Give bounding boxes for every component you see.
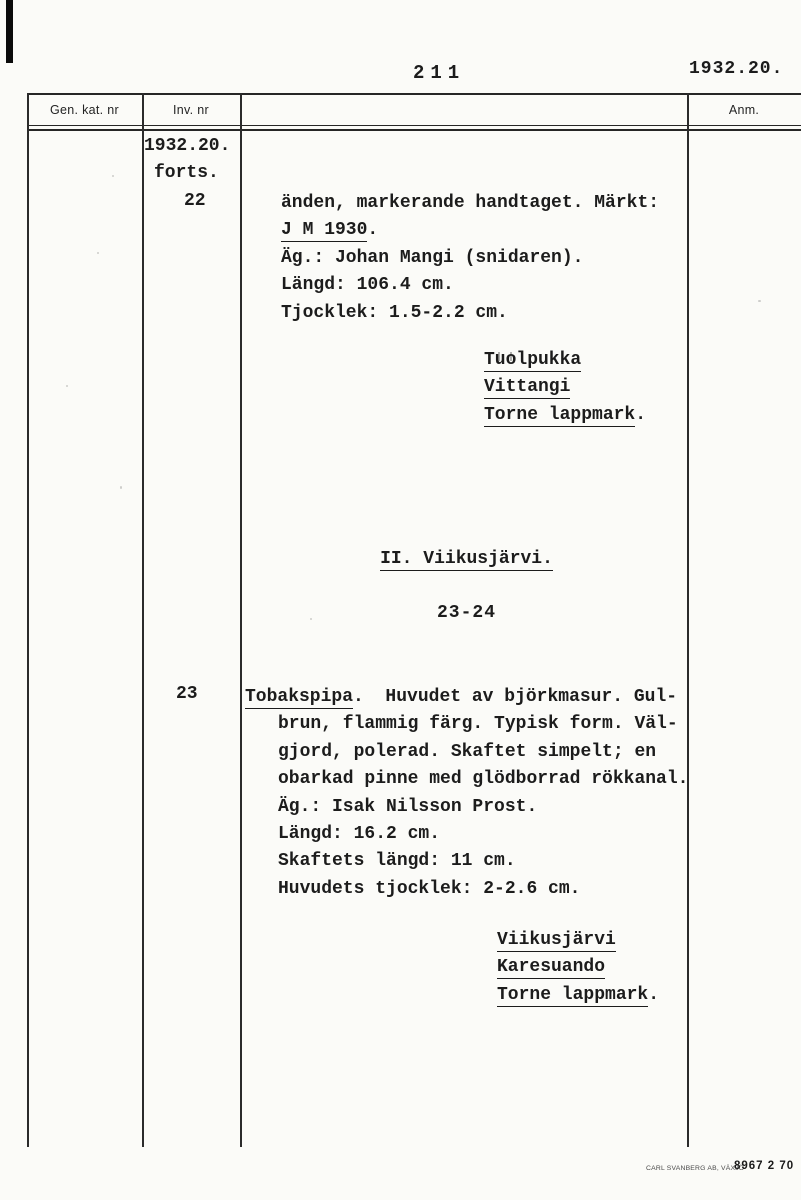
text-line: Längd: 16.2 cm.: [278, 824, 441, 845]
inv-number-22: 22: [184, 191, 206, 211]
entry-22-provenance: [484, 347, 646, 429]
scan-speckle: [112, 175, 114, 177]
print-code: 8967 2 70: [734, 1160, 795, 1172]
scan-speckle: [310, 618, 312, 620]
column-header-anm: Anm.: [728, 103, 760, 117]
scan-tick-mark: [498, 352, 500, 361]
text-line: obarkad pinne med glödborrad rökkanal.: [278, 769, 689, 790]
section-heading: II. Viikusjärvi.: [380, 549, 553, 569]
inv-continuation-label: forts.: [154, 163, 219, 183]
entry-23-description: [245, 684, 688, 903]
table-left-border: [27, 93, 29, 1147]
column-header-gen-kat-nr: Gen. kat. nr: [50, 103, 119, 117]
entry-22-description: [281, 190, 659, 327]
scan-speckle: [758, 300, 761, 302]
text-line: J M 1930.: [281, 220, 379, 241]
text-line: brun, flammig färg. Typisk form. Väl-: [278, 714, 678, 735]
scan-edge-bar: [6, 0, 13, 63]
text-line: gjord, polerad. Skaftet simpelt; en: [278, 741, 657, 762]
text-line: Skaftets längd: 11 cm.: [278, 851, 516, 872]
text-line: Tjocklek: 1.5-2.2 cm.: [281, 302, 508, 323]
scan-speckle: [120, 486, 122, 489]
scan-tick-mark: [510, 352, 512, 361]
text-line: Vittangi: [484, 377, 571, 398]
text-line: Viikusjärvi: [497, 930, 616, 950]
text-line: Karesuando: [497, 957, 606, 978]
text-line: Huvudets tjocklek: 2-2.6 cm.: [278, 878, 581, 899]
printer-imprint: CARL SVANBERG AB, VÄXJÖ: [646, 1165, 745, 1172]
column-header-inv-nr: Inv. nr: [173, 103, 209, 117]
text-line: Torne lappmark.: [484, 404, 647, 425]
catalog-number-header: 1932.20.: [689, 59, 784, 79]
section-entry-range: 23-24: [436, 603, 496, 623]
page-number: 211: [413, 62, 466, 84]
column-divider-gen-inv: [142, 93, 144, 1147]
scan-speckle: [66, 385, 68, 387]
inv-number-23: 23: [176, 684, 198, 704]
text-line: Torne lappmark.: [497, 984, 660, 1005]
text-line: änden, markerande handtaget. Märkt:: [281, 193, 660, 213]
scan-speckle: [97, 252, 99, 254]
entry-23-provenance: [497, 927, 659, 1009]
text-line: Äg.: Johan Mangi (snidaren).: [281, 247, 584, 268]
text-line: Tobakspipa. Huvudet av björkmasur. Gul-: [245, 687, 678, 707]
column-divider-inv-body: [240, 93, 242, 1147]
text-line: Tuolpukka: [484, 350, 582, 370]
text-line: Längd: 106.4 cm.: [281, 275, 454, 296]
text-line: Äg.: Isak Nilsson Prost.: [278, 796, 538, 817]
inv-group-number: 1932.20.: [144, 136, 231, 156]
